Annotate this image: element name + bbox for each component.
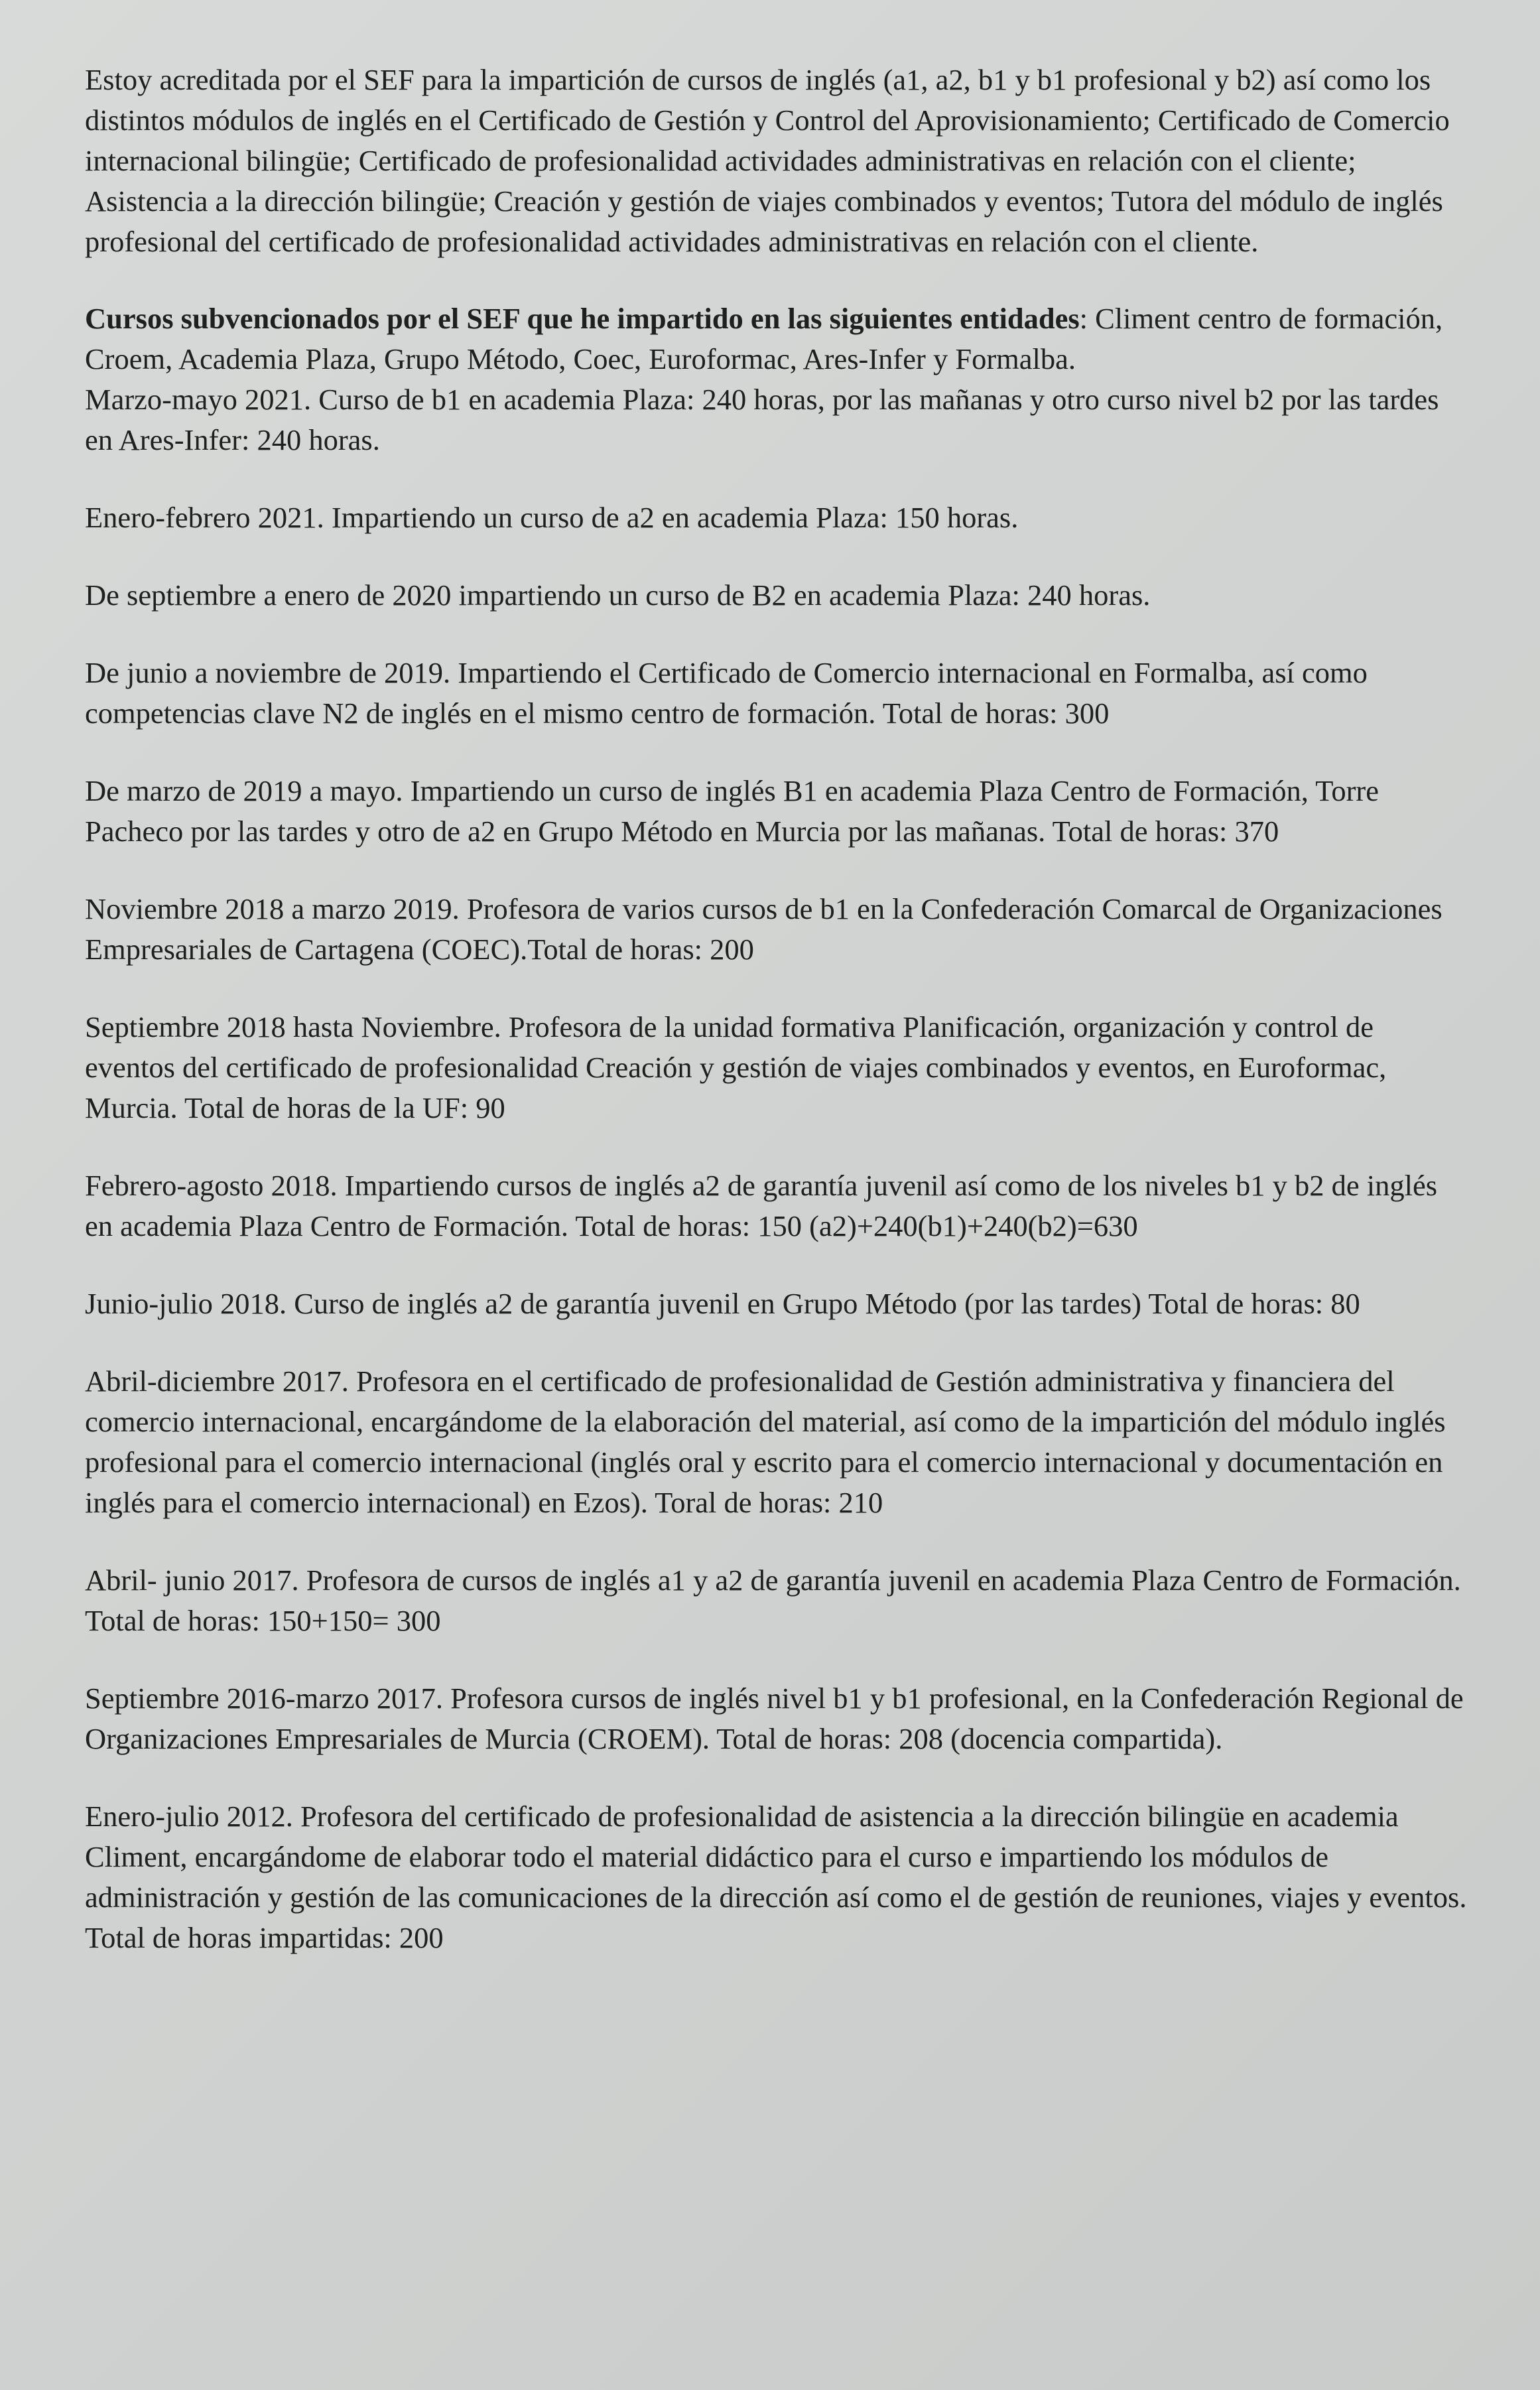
entry-paragraph: Septiembre 2016-marzo 2017. Profesora cursos de inglés nivel b1 y b1 profesional, en la Confederación Regional de Organizaciones Empresariales de Murcia (CROEM). Total de horas: 208 (docencia compartida).	[85, 1682, 1464, 1755]
entry-paragraph: Febrero-agosto 2018. Impartiendo cursos de inglés a2 de garantía juvenil así como de los niveles b1 y b2 de inglés en academia Plaza Centro de Formación. Total de horas: 150 (a2)+240(b1)+240(b2)=630	[85, 1169, 1438, 1242]
entry-paragraph: De septiembre a enero de 2020 impartiendo un curso de B2 en academia Plaza: 240 horas.	[85, 578, 1151, 612]
entry-paragraph: Noviembre 2018 a marzo 2019. Profesora de varios cursos de b1 en la Confederación Comarcal de Organizaciones Empresariales de Cartagena (COEC).Total de horas: 200	[85, 892, 1443, 966]
courses-heading-entities: : Climent centro de formación, Croem, Academia Plaza, Grupo Método, Coec, Euroformac, Ares-Infer y Formalba.	[85, 302, 1443, 375]
entry-paragraph: De junio a noviembre de 2019. Impartiendo el Certificado de Comercio internacional en Formalba, así como competencias clave N2 de inglés en el mismo centro de formación. Total de horas: 300	[85, 656, 1368, 730]
entry-paragraph: De marzo de 2019 a mayo. Impartiendo un curso de inglés B1 en academia Plaza Centro de Formación, Torre Pacheco por las tardes y otro de a2 en Grupo Método en Murcia por las mañanas. Total de horas: 370	[85, 774, 1379, 848]
intro-paragraph: Estoy acreditada por el SEF para la impartición de cursos de inglés (a1, a2, b1 y b1 profesional y b2) así como los distintos módulos de inglés en el Certificado de Gestión y Control del Aprovisionamiento; Certificado de Comercio internacional bilingüe; Certificado de profesionalidad actividades administrativas en relación con el cliente; Asistencia a la dirección bilingüe; Creación y gestión de viajes combinados y eventos; Tutora del módulo de inglés profesional del certificado de profesionalidad actividades administrativas en relación con el cliente.	[85, 63, 1450, 258]
entry-paragraph: Junio-julio 2018. Curso de inglés a2 de garantía juvenil en Grupo Método (por las tardes) Total de horas: 80	[85, 1287, 1360, 1320]
entry-paragraph: Abril- junio 2017. Profesora de cursos de inglés a1 y a2 de garantía juvenil en academia Plaza Centro de Formación. Total de horas: 150+150= 300	[85, 1563, 1461, 1637]
entry-paragraph: Marzo-mayo 2021. Curso de b1 en academia Plaza: 240 horas, por las mañanas y otro curso nivel b2 por las tardes en Ares-Infer: 240 horas.	[85, 383, 1439, 456]
courses-heading-paragraph	[85, 299, 1471, 379]
courses-heading-bold: Cursos subvencionados por el SEF que he impartido en las siguientes entidades	[85, 302, 1080, 335]
entry-paragraph: Enero-julio 2012. Profesora del certificado de profesionalidad de asistencia a la dirección bilingüe en academia Climent, encargándome de elaborar todo el material didáctico para el curso e impartiendo los módulos de administración y gestión de las comunicaciones de la dirección así como el de gestión de reuniones, viajes y eventos. Total de horas impartidas: 200	[85, 1800, 1467, 1954]
entry-paragraph: Abril-diciembre 2017. Profesora en el certificado de profesionalidad de Gestión administrativa y financiera del comercio internacional, encargándome de la elaboración del material, así como de la impartición del módulo inglés profesional para el comercio internacional (inglés oral y escrito para el comercio internacional y documentación en inglés para el comercio internacional) en Ezos). Toral de horas: 210	[85, 1364, 1446, 1519]
entry-paragraph: Enero-febrero 2021. Impartiendo un curso de a2 en academia Plaza: 150 horas.	[85, 501, 1019, 534]
entry-paragraph: Septiembre 2018 hasta Noviembre. Profesora de la unidad formativa Planificación, organización y control de eventos del certificado de profesionalidad Creación y gestión de viajes combinados y eventos, en Euroformac, Murcia. Total de horas de la UF: 90	[85, 1010, 1387, 1124]
